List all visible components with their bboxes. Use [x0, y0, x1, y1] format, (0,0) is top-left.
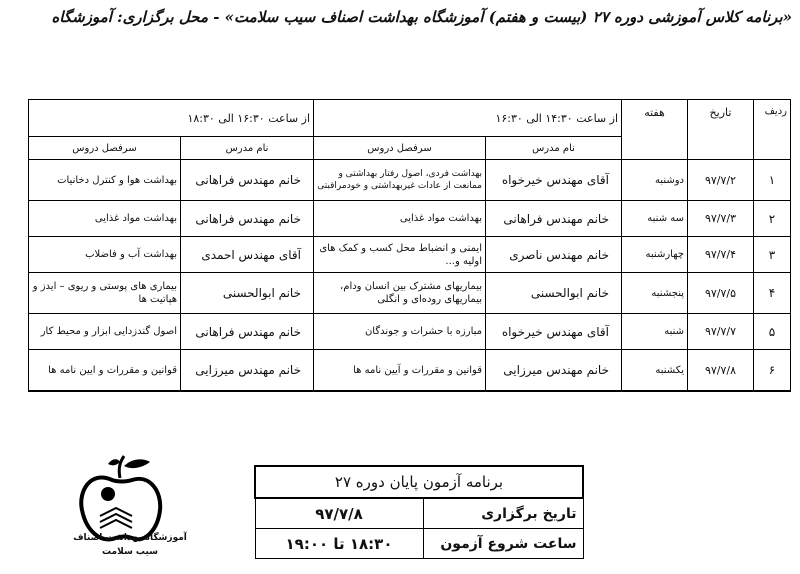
- exam-date-value: ۹۷/۷/۸: [255, 498, 423, 529]
- exam-title: برنامه آزمون پایان دوره ۲۷: [255, 466, 583, 498]
- row-course-2: قوانین و مقررات و ایین نامه ها: [29, 350, 181, 392]
- row-course-2: بیماری های پوستی و ریوی – ایدز و هپاتیت ها: [29, 273, 181, 314]
- row-teacher-2: خانم مهندس میرزایی: [181, 350, 314, 392]
- row-weekday: یکشنبه: [622, 350, 688, 392]
- exam-time-value: ۱۸:۳۰ تا ۱۹:۰۰: [255, 529, 423, 559]
- header-weekday: هفته: [622, 100, 688, 160]
- row-weekday: چهارشنبه: [622, 237, 688, 273]
- header-row-number: ردیف: [754, 100, 791, 160]
- exam-date-label: تاریخ برگزاری: [423, 498, 583, 529]
- row-weekday: پنجشنبه: [622, 273, 688, 314]
- table-row: [29, 201, 791, 237]
- table-row: [29, 237, 791, 273]
- row-course-1: مبارزه با حشرات و جوندگان: [314, 314, 486, 350]
- row-teacher-1: آقای مهندس خیرخواه: [486, 160, 622, 201]
- row-weekday: دوشنبه: [622, 160, 688, 201]
- row-teacher-2: خانم مهندس فراهانی: [181, 201, 314, 237]
- table-row: [255, 498, 583, 529]
- header-teacher-1: نام مدرس: [486, 137, 622, 160]
- row-number: ۴: [754, 273, 791, 314]
- row-course-2: بهداشت هوا و کنترل دخانیات: [29, 160, 181, 201]
- row-date: ۹۷/۷/۵: [688, 273, 754, 314]
- page-title: «برنامه کلاس آموزشی دوره ۲۷ (بیست و هفتم) آموزشگاه بهداشت اصناف سیب سلامت» - محل برگزاری: آموزشگاه: [51, 8, 792, 26]
- row-teacher-1: آقای مهندس خیرخواه: [486, 314, 622, 350]
- row-number: ۳: [754, 237, 791, 273]
- row-course-1: قوانین و مقررات و آیین نامه ها: [314, 350, 486, 392]
- header-course-2: سرفصل دروس: [29, 137, 181, 160]
- row-date: ۹۷/۷/۷: [688, 314, 754, 350]
- row-weekday: شنبه: [622, 314, 688, 350]
- table-row: [29, 350, 791, 392]
- schedule-table: [28, 99, 791, 392]
- header-date: تاریخ: [688, 100, 754, 160]
- row-date: ۹۷/۷/۳: [688, 201, 754, 237]
- row-course-1: بهداشت مواد غذایی: [314, 201, 486, 237]
- row-teacher-1: خانم مهندس ناصری: [486, 237, 622, 273]
- table-row: [255, 529, 583, 559]
- header-session1-time: از ساعت ۱۴:۳۰ الی ۱۶:۳۰: [314, 100, 622, 137]
- row-course-1: بهداشت فردی، اصول رفتار بهداشتی و ممانعت از عادات غیربهداشتی و خودمراقبتی: [314, 160, 486, 201]
- row-teacher-1: خانم ابوالحسنی: [486, 273, 622, 314]
- row-weekday: سه شنبه: [622, 201, 688, 237]
- row-teacher-1: خانم مهندس میرزایی: [486, 350, 622, 392]
- header-session2-time: از ساعت ۱۶:۳۰ الی ۱۸:۳۰: [29, 100, 314, 137]
- exam-time-label: ساعت شروع آزمون: [423, 529, 583, 559]
- row-course-2: بهداشت آب و فاضلاب: [29, 237, 181, 273]
- exam-table: [254, 465, 584, 559]
- row-number: ۱: [754, 160, 791, 201]
- header-teacher-2: نام مدرس: [181, 137, 314, 160]
- row-date: ۹۷/۷/۸: [688, 350, 754, 392]
- header-course-1: سرفصل دروس: [314, 137, 486, 160]
- row-teacher-2: آقای مهندس احمدی: [181, 237, 314, 273]
- logo-text-line2: سیب سلامت: [102, 547, 158, 557]
- row-course-1: بیماریهای مشترک بین انسان ودام، بیماریهای روده‌ای و انگلی: [314, 273, 486, 314]
- logo-text-line1: آموزشگاه بهداشت اصناف: [73, 533, 187, 543]
- row-course-1: ایمنی و انضباط محل کسب و کمک های اولیه و...: [314, 237, 486, 273]
- row-teacher-2: خانم ابوالحسنی: [181, 273, 314, 314]
- row-date: ۹۷/۷/۲: [688, 160, 754, 201]
- row-number: ۶: [754, 350, 791, 392]
- row-teacher-1: خانم مهندس فراهانی: [486, 201, 622, 237]
- row-date: ۹۷/۷/۴: [688, 237, 754, 273]
- row-teacher-2: خانم مهندس فراهانی: [181, 160, 314, 201]
- row-course-2: بهداشت مواد غذایی: [29, 201, 181, 237]
- row-number: ۵: [754, 314, 791, 350]
- table-row: [29, 314, 791, 350]
- row-course-2: اصول گندزدایی ابزار و محیط کار: [29, 314, 181, 350]
- row-number: ۲: [754, 201, 791, 237]
- table-row: [29, 273, 791, 314]
- table-row: [29, 160, 791, 201]
- row-teacher-2: خانم مهندس فراهانی: [181, 314, 314, 350]
